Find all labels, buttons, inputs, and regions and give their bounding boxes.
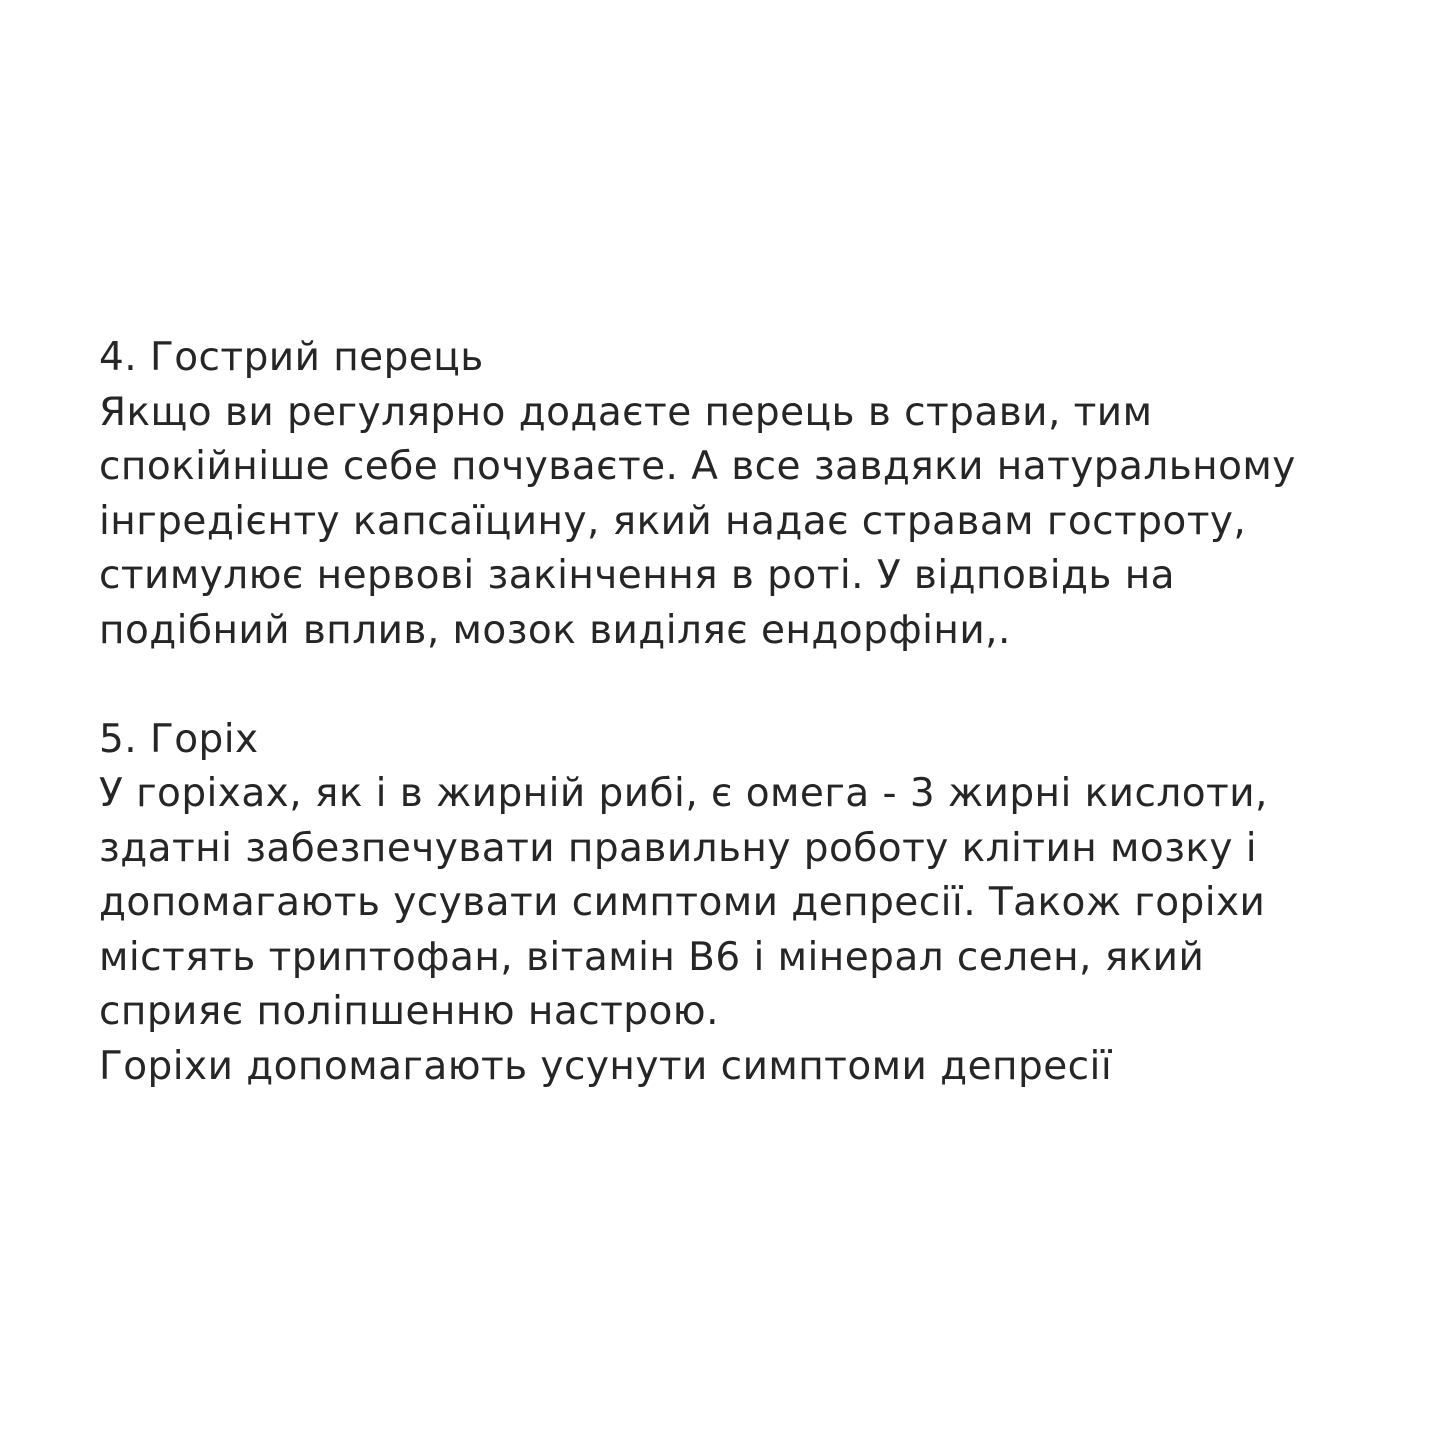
paragraph-line: сприяє поліпшенню настрою. xyxy=(99,989,719,1034)
paragraph-line: Горіхи допомагають усунути симптоми депресії xyxy=(99,1043,1113,1089)
paragraph-line: здатні забезпечувати правильну роботу клітин мозку і xyxy=(99,825,1258,871)
paragraph-line: стимулює нервові закінчення в роті. У відповідь на xyxy=(99,553,1176,598)
note-text xyxy=(99,331,1419,1094)
paragraph-line: спокійніше себе почуваєте. А все завдяки натуральному xyxy=(99,444,1296,489)
section-nuts xyxy=(99,713,1419,1095)
section-heading: 5. Горіх xyxy=(99,716,259,762)
paragraph-line: допомагають усувати симптоми депресії. Також горіхи xyxy=(99,880,1266,925)
paragraph-line: Якщо ви регулярно додаєте перець в страви, тим xyxy=(99,389,1153,435)
paragraph-line: інгредієнту капсаїцину, який надає стравам гостроту, xyxy=(99,498,1247,544)
section-hot-pepper xyxy=(99,331,1419,658)
paragraph-line: подібний вплив, мозок виділяє ендорфіни,. xyxy=(99,607,1011,653)
paragraph-gap xyxy=(99,658,1419,713)
section-heading: 4. Гострий перець xyxy=(99,335,484,380)
paragraph-line: У горіхах, як і в жирній рибі, є омега - 3 жирні кислоти, xyxy=(99,771,1268,816)
paragraph-line: містять триптофан, вітамін В6 і мінерал селен, який xyxy=(99,934,1205,980)
